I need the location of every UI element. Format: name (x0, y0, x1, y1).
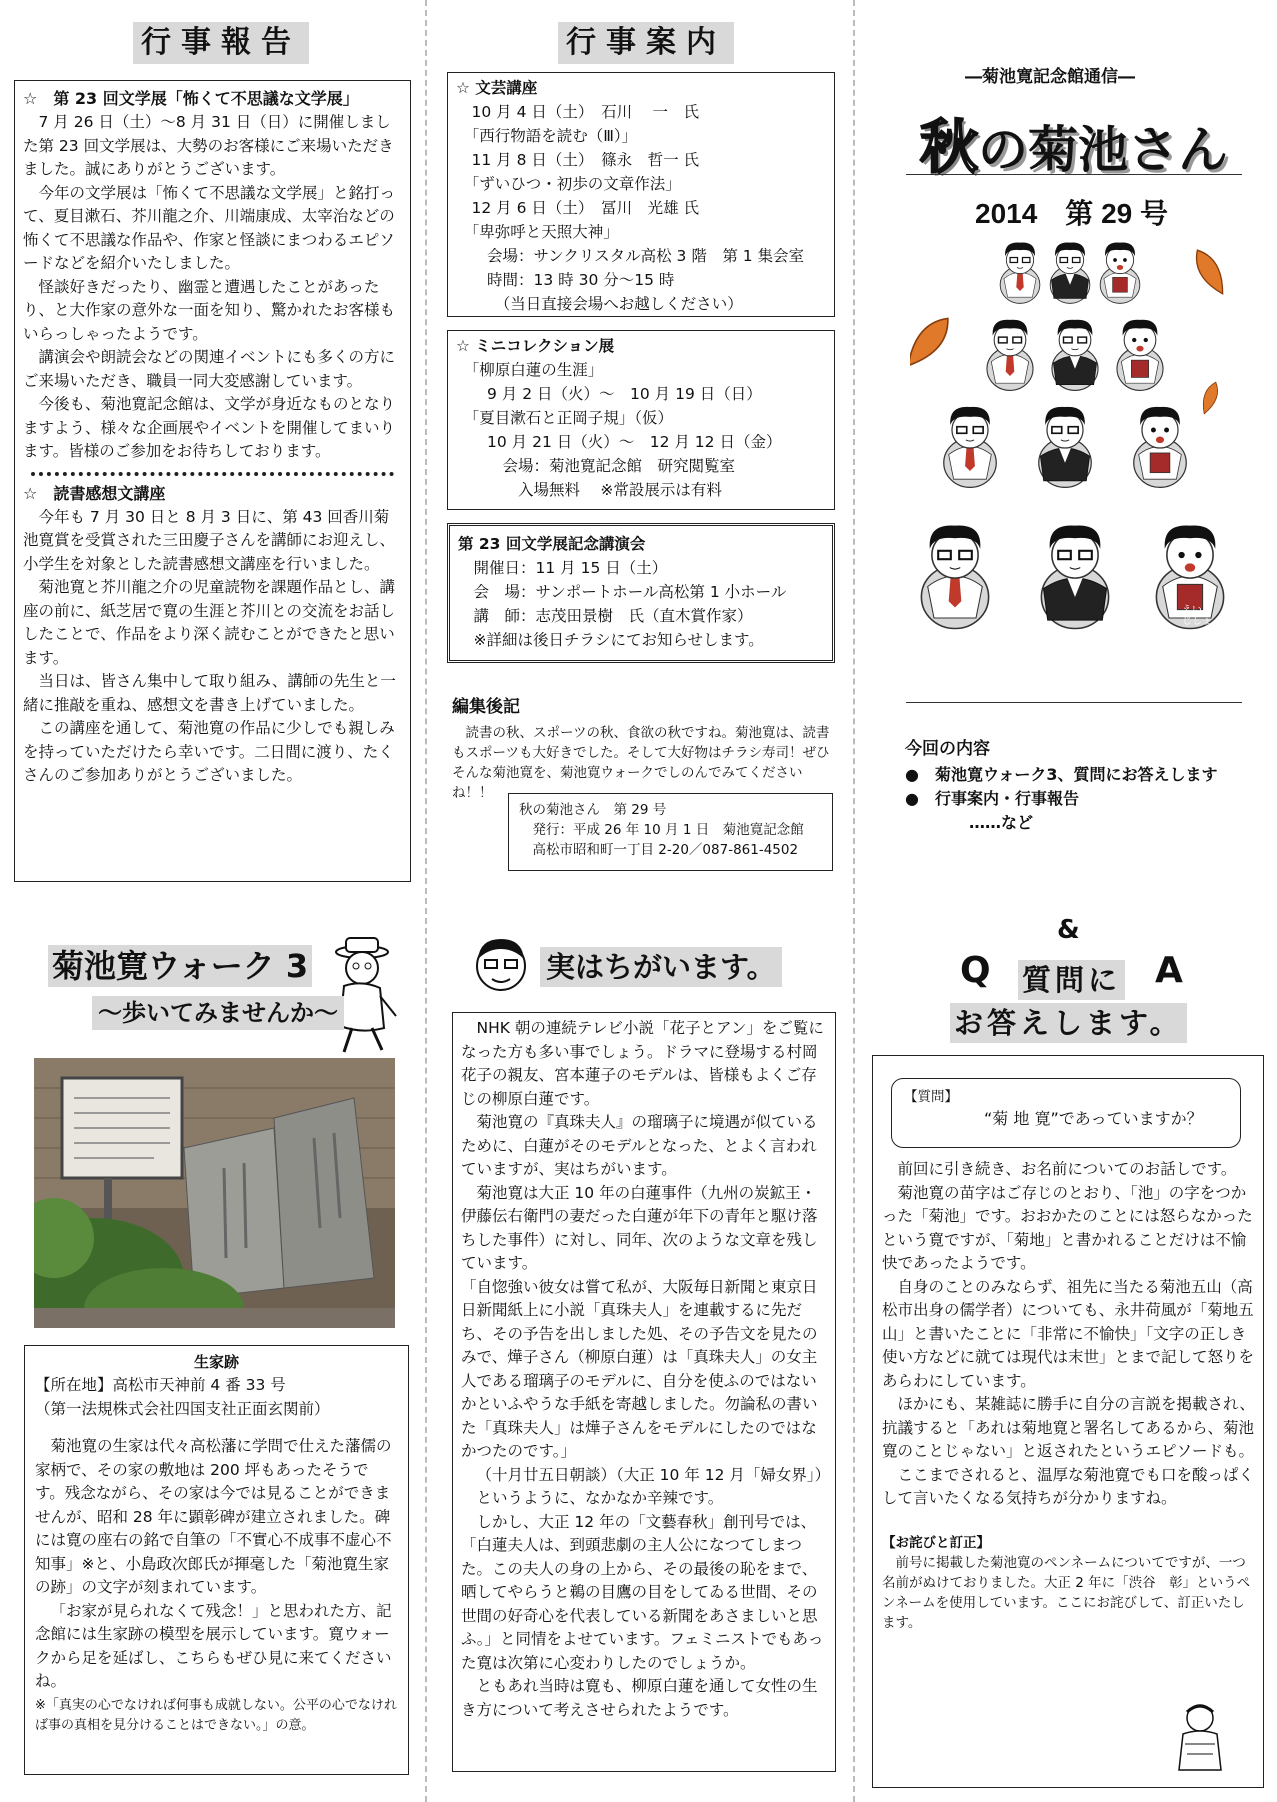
reading-course-heading: ☆ 読書感想文講座 (23, 483, 166, 503)
lit-exhibit-heading: ☆ 第 23 回文学展「怖くて不思議な文学展」 (23, 89, 359, 108)
event-line: 「柳原白蓮の生涯」 (456, 361, 604, 379)
event-line: 「西行物語を読む（Ⅲ）」 (456, 127, 638, 145)
colophon-line: 高松市昭和町一丁目 2-20／087-861-4502 (532, 842, 799, 858)
editor-notes-text: 読書の秋、スポーツの秋、食欲の秋ですね。菊池寛は、読書もスポーツも大好きでした。そして大好物はチラシ寿司！ぜひそんな菊池寛を、菊池寛ウォークでしのんでみてくださいね！！ (452, 725, 830, 801)
events-title: 行事案内 (558, 22, 734, 64)
location-line: （第一法規株式会社四国支社正面玄関前） (35, 1399, 330, 1418)
colophon-line: 発行：平成 26 年 10 月 1 日 菊池寛記念館 (532, 822, 804, 838)
qa-title-bottom: お答えします。 (950, 1003, 1187, 1043)
kan-sketch-icon (1165, 1700, 1235, 1780)
report-paragraph: 当日は、皆さん集中して取り組み、講師の先生と一緒に推敲を重ね、感想文を書き上げていました。 (23, 672, 396, 714)
event-line: 「夏目漱石と正岡子規」（仮） (456, 409, 674, 427)
report-box (14, 80, 411, 882)
question-label: 【質問】 (904, 1089, 958, 1105)
event-line: 時間：13 時 30 分～15 時 (456, 271, 675, 289)
truth-quote: 「自惚強い彼女は嘗て私が、大阪毎日新聞と東京日日新聞紙上に小説「真珠夫人」を連載するに先だち、その予告を出しました処、その予告文を見たのみで、燁子さん（柳原白蓮）は「真珠夫人」の女主人である瑠璃子のモデルに、自分を使ふのではないかといふやうな手紙を寄越しました。勿論私の書いた「真珠夫人」は燁子さんをモデルにしたのではなかつたのです。」 (461, 1277, 818, 1460)
event-line: 10 月 21 日（火）～ 12 月 12 日（金） (456, 433, 782, 451)
colophon-line: 秋の菊池さん 第 29 号 (519, 802, 667, 818)
event-line: （当日直接会場へお越しください） (456, 295, 743, 313)
answer-paragraph: ここまでされると、温厚な菊池寛でも口を酸っぱくして言いたくなる気持ちが分かりますね。 (882, 1465, 1255, 1507)
event-line: 会場：菊池寛記念館 研究閲覧室 (456, 457, 736, 475)
truth-title: 実はちがいます。 (540, 947, 782, 987)
daruma-illustration (910, 230, 1240, 710)
memorial-lecture-box (447, 523, 835, 663)
column-divider (853, 0, 855, 1802)
lecture-line: 第 23 回文学展記念講演会 (458, 535, 646, 553)
answer-paragraph: 菊池寛の苗字はご存じのとおり、「池」の字をつかった「菊池」です。おおかたのことには怒らなかったという寛ですが、「菊地」と書かれることだけは不愉快であったようです。 (882, 1183, 1253, 1272)
masthead-title-rest: の菊池さん (978, 121, 1229, 179)
birthplace-monument-photo (34, 1058, 395, 1328)
walk-article-box (24, 1345, 409, 1775)
qa-title-mid: 質問に (1018, 960, 1125, 1000)
event-line: 「ずいひつ・初歩の文章作法」 (456, 175, 681, 193)
site-name: 生家跡 (193, 1353, 239, 1371)
question-text: “菊 地 寛”であっていますか？ (984, 1109, 1203, 1128)
event-line: 入場無料 ※常設展示は有料 (456, 481, 722, 499)
kan-face-icon (470, 933, 532, 995)
mini-collection-box (447, 330, 835, 510)
walk-paragraph: 「お家が見られなくて残念！」と思われた方、記念館には生家跡の模型を展示しています。寛ウォークから足を延ばし、こちらもぜひ見に来てくださいね。 (35, 1601, 392, 1690)
qa-ampersand: & (1057, 915, 1080, 945)
event-line: ☆ ミニコレクション展 (456, 337, 615, 355)
dictionary-book-label: えいご じしょ (1182, 605, 1212, 627)
report-paragraph: 今年も 7 月 30 日と 8 月 3 日に、第 43 回香川菊池寛賞を受賞された三田慶子さんを講師にお迎えし、小学生を対象とした読書感想文講座を行いました。 (23, 507, 396, 573)
location-line: 【所在地】高松市天神前 4 番 33 号 (35, 1376, 286, 1394)
editor-notes-heading: 編集後記 (452, 697, 520, 717)
report-paragraph: 今後も、菊池寛記念館は、文学が身近なものとなりますよう、様々な企画展やイベントを開催してまいります。皆様のご参加をお待ちしております。 (23, 395, 396, 460)
answer-paragraph: 自身のことのみならず、祖先に当たる菊池五山（高松市出身の儒学者）についても、永井荷風が「菊地五山」と書いたことに「非常に不愉快」「文字の正しき使い方などに就ては現代は末世」とまで記して怒りをあらわにしています。 (882, 1277, 1255, 1390)
masthead-rule (906, 174, 1242, 175)
answer-paragraph: 前回に引き続き、お名前についてのお話しです。 (897, 1160, 1237, 1178)
report-paragraph: 講演会や朗読会などの関連イベントにも多くの方にご来場いただき、職員一同大変感謝しています。 (23, 348, 396, 390)
contents-heading: 今回の内容 (905, 739, 990, 759)
truth-article-box (452, 1012, 836, 1772)
contents-list (905, 735, 1217, 835)
qa-q: Q (960, 950, 991, 991)
qa-a: A (1155, 950, 1183, 991)
literary-lectures-box (447, 72, 835, 317)
event-line: ☆ 文芸講座 (456, 79, 538, 97)
walk-title: 菊池寛ウォーク 3 (48, 945, 312, 987)
lecture-line: 開催日：11 月 15 日（土） (458, 559, 668, 577)
event-line: 9 月 2 日（火）～ 10 月 19 日（日） (456, 385, 762, 403)
truth-paragraph: 菊池寛は大正 10 年の白蓮事件（九州の炭鉱王・伊藤伝右衛門の妻だった白蓮が年下の青年と駆け落ちした事件）に対し、同年、次のような文章を残しています。 (461, 1183, 818, 1272)
lecture-line: 会 場：サンポートホール高松第 1 小ホール (458, 583, 787, 601)
report-paragraph: 怪談好きだったり、幽霊と遭遇したことがあったり、と大作家の意外な一面を知り、驚かれたお客様もいらっしゃったようです。 (23, 277, 396, 343)
event-line: 会場：サンクリスタル高松 3 階 第 1 集会室 (456, 247, 805, 265)
report-paragraph: 今年の文学展は「怖くて不思議な文学展」と銘打って、夏目漱石、芥川龍之介、川端康成、太宰治などの怖くて不思議な作品や、作家と怪談にまつわるエピソードなどを紹介いたしました。 (23, 183, 396, 272)
correction-heading: 【お詫びと訂正】 (882, 1534, 990, 1551)
report-paragraph: 7 月 26 日（土）～8 月 31 日（日）に開催しました第 23 回文学展は、大勢のお客様にご来場いただきました。誠にありがとうございます。 (23, 113, 394, 178)
truth-source: （十月廿五日朝談）（大正 10 年 12 月「婦女界」） (476, 1465, 831, 1484)
editor-notes (452, 695, 832, 803)
motto-note: ※「真実の心でなければ何事も成就しない。公平の心でなければ事の真相を見分けることはできない。」の意。 (35, 1697, 397, 1733)
contents-item: ● 行事案内・行事報告 (905, 789, 1079, 808)
walk-subtitle: ～歩いてみませんか～ (92, 996, 344, 1030)
event-line: 11 月 8 日（土） 篠永 哲一 氏 (456, 151, 700, 169)
event-line: 10 月 4 日（土） 石川 一 氏 (456, 103, 700, 121)
column-divider (425, 0, 427, 1802)
lecture-line: ※詳細は後日チラシにてお知らせします。 (458, 631, 764, 649)
colophon-box (508, 793, 833, 871)
event-line: 12 月 6 日（土） 冨川 光雄 氏 (456, 199, 700, 217)
masthead-title-aki: 秋 (920, 113, 979, 181)
truth-paragraph: というように、なかなか辛辣です。 (476, 1489, 724, 1507)
event-line: 「卑弥呼と天照大神」 (456, 223, 619, 241)
lecture-line: 講 師：志茂田景樹 氏（直木賞作家） (458, 607, 753, 625)
correction-text: 前号に掲載した菊池寛のペンネームについてですが、一つ名前がぬけておりました。大正 2 年に「渋谷 彰」というペンネームを使用しています。ここにお詫びして、訂正いたします。 (882, 1554, 1251, 1631)
answer-paragraph: ほかにも、某雑誌に勝手に自分の言説を掲載され、抗議すると「あれは菊地寛と署名してあるから、菊池寛のことじゃない」と返されたというエピソードも。 (882, 1395, 1255, 1460)
issue-number: 2014 第 29 号 (975, 198, 1168, 229)
contents-item: ……など (905, 813, 1034, 832)
masthead-title (920, 100, 1228, 184)
walk-paragraph: 菊池寛の生家は代々高松藩に学問で仕えた藩儒の家柄で、その家の敷地は 200 坪もあったそうです。残念ながら、その家は今では見ることができませんが、昭和 28 年に顕彰碑が建立されました。碑には寛の座右の銘で自筆の「不實心不成事不虚心不知事」※と、小島政次郎氏が揮毫した「菊池寛生家の跡」の文字が刻まれています。 (35, 1437, 392, 1596)
truth-paragraph: しかし、大正 12 年の「文藝春秋」創刊号では、「白蓮夫人は、到頭悲劇の主人公になつてしまつた。この夫人の身の上から、その最後の恥をまで、晒してやらうと鵜の目鷹の目をしてゐる世間、その世間の好奇心を代表している新聞をあさましいと思ふ。」と同情をよせています。フェミニストでもあった寛は次第に心変わりしたのでしょうか。 (461, 1512, 824, 1672)
contents-item: ● 菊池寛ウォーク3、質問にお答えします (905, 765, 1218, 784)
masthead-bottom-rule (906, 702, 1242, 703)
truth-paragraph: ともあれ当時は寛も、柳原白蓮を通して女性の生き方について考えさせられたようです。 (461, 1677, 818, 1719)
report-paragraph: 菊池寛と芥川龍之介の児童読物を課題作品とし、講座の前に、紙芝居で寛の生涯と芥川との交流をお話ししたことで、作品をより深く読むことができたと思います。 (23, 578, 396, 667)
report-title: 行事報告 (133, 22, 309, 64)
truth-paragraph: 菊池寛の『真珠夫人』の瑠璃子に境遇が似ているために、白蓮がそのモデルとなった、とよく言われていますが、実はちがいます。 (461, 1113, 818, 1178)
dotted-divider (31, 472, 394, 476)
masthead-kicker: ―菊池寛記念館通信― (965, 67, 1135, 87)
answer-text (882, 1158, 1257, 1633)
report-paragraph: この講座を通して、菊池寛の作品に少しでも親しみを持っていただけたら幸いです。二日間に渡り、たくさんのご参加ありがとうございました。 (23, 719, 395, 784)
question-bubble (891, 1078, 1241, 1148)
truth-paragraph: NHK 朝の連続テレビ小説「花子とアン」をご覧になった方も多い事でしょう。ドラマに登場する村岡花子の親友、宮本蓮子のモデルは、皆様もよくご存じの柳原白蓮です。 (461, 1019, 824, 1108)
